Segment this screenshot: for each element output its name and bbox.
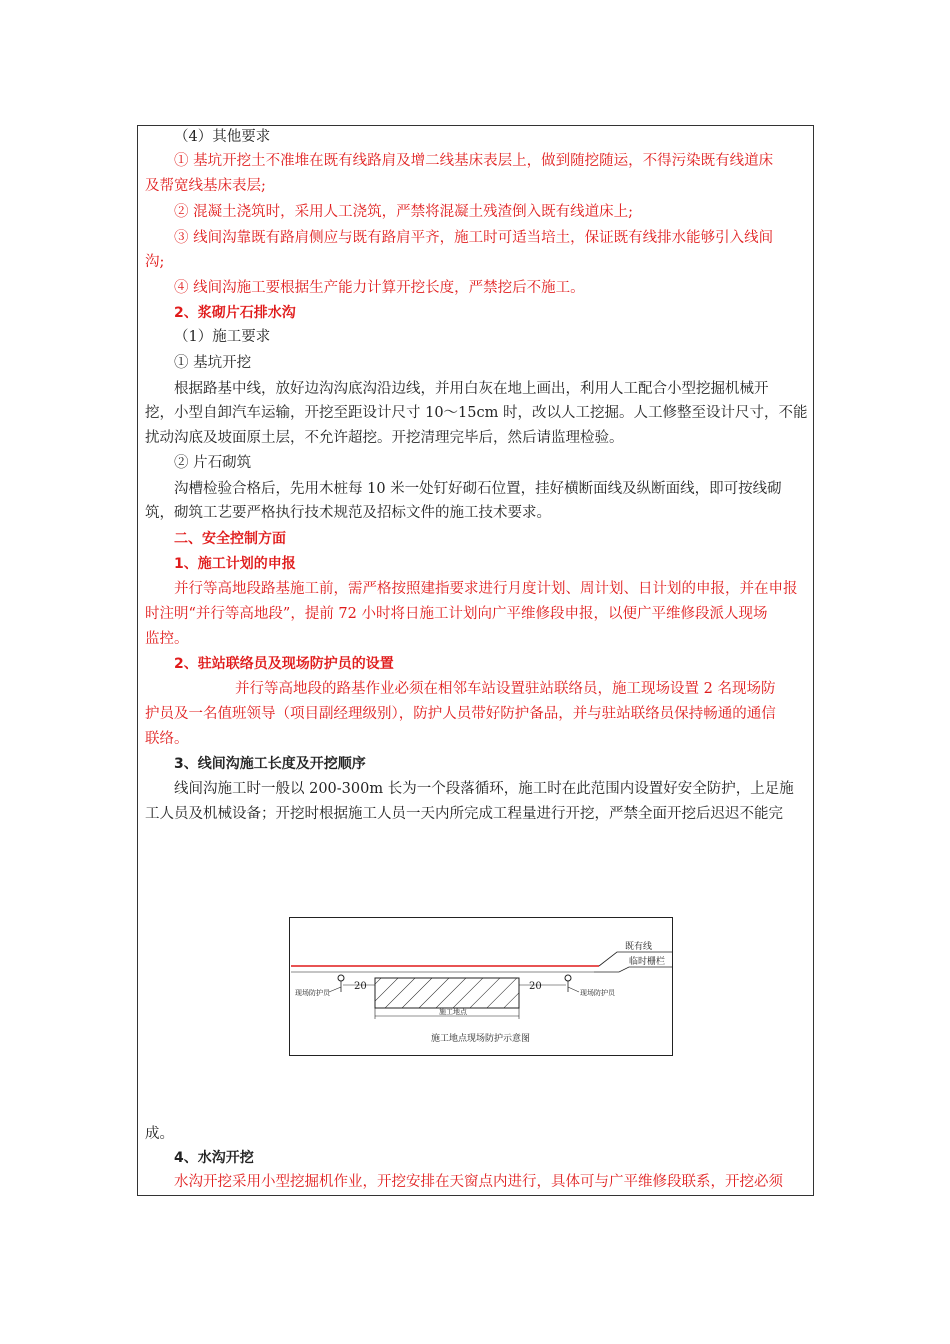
- work-area: [375, 978, 519, 1008]
- paragraph-line: ① 基坑开挖土不准堆在既有线路肩及增二线基床表层上，做到随挖随运，不得污染既有线道床: [174, 153, 774, 169]
- label-guard-left: 现场防护员: [295, 989, 330, 997]
- section-heading: 2、驻站联络员及现场防护员的设置: [174, 656, 394, 672]
- section-heading: 3、线间沟施工长度及开挖顺序: [174, 756, 366, 772]
- chapter-heading: 二、安全控制方面: [174, 531, 286, 547]
- paragraph-line: 根据路基中线，放好边沟沟底沟沿边线，并用白灰在地上画出，利用人工配合小型挖掘机械开: [174, 381, 769, 397]
- paragraph-line: 挖，小型自卸汽车运输，开挖至距设计尺寸 10～15cm 时，改以人工挖掘。人工修整至设计尺寸，不能: [145, 405, 808, 421]
- paragraph-line: 沟;: [145, 254, 165, 270]
- section-heading: 2、浆砌片石排水沟: [174, 305, 296, 321]
- paragraph-line: 联络。: [145, 731, 189, 747]
- label-fence: 临时栅栏: [629, 957, 666, 967]
- section-heading: 1、施工计划的申报: [174, 556, 296, 572]
- paragraph-line: 时注明“并行等高地段”，提前 72 小时将日施工计划向广平维修段申报，以便广平维修段派人现场: [145, 606, 768, 622]
- subsection-heading: （4）其他要求: [174, 129, 271, 145]
- paragraph-line: 沟槽检验合格后，先用木桩每 10 米一处钉好砌石位置，挂好横断面线及纵断面线，即可按线砌: [174, 481, 782, 497]
- subsection-heading: ② 片石砌筑: [174, 455, 252, 471]
- paragraph-line: 及帮宽线基床表层;: [145, 178, 266, 194]
- paragraph-line: 成。: [145, 1126, 174, 1142]
- paragraph-line: 护员及一名值班领导（项目副经理级别），防护人员带好防护备品，并与驻站联络员保持畅通的通信: [145, 706, 776, 722]
- label-site: 施工地点: [439, 1008, 467, 1016]
- paragraph-line: 并行等高地段的路基作业必须在相邻车站设置驻站联络员，施工现场设置 2 名现场防: [235, 681, 776, 697]
- diagram-caption: 施工地点现场防护示意图: [431, 1034, 531, 1044]
- subsection-heading: （1）施工要求: [174, 329, 271, 345]
- distance-right: 20: [529, 981, 542, 992]
- paragraph-line: ④ 线间沟施工要根据生产能力计算开挖长度，严禁挖后不施工。: [174, 280, 585, 296]
- paragraph-line: 监控。: [145, 631, 189, 647]
- section-heading: 4、水沟开挖: [174, 1150, 254, 1166]
- paragraph-line: ③ 线间沟靠既有路肩侧应与既有路肩平齐，施工时可适当培土，保证既有线排水能够引入线间: [174, 230, 774, 246]
- paragraph-line: ② 混凝土浇筑时，采用人工浇筑，严禁将混凝土残渣倒入既有线道床上;: [174, 204, 633, 220]
- label-existing: 既有线: [625, 942, 653, 952]
- paragraph-line: 扰动沟底及坡面原土层，不允许超挖。开挖清理完毕后，然后请监理检验。: [145, 430, 624, 446]
- paragraph-line: 水沟开挖采用小型挖掘机作业，开挖安排在天窗点内进行，具体可与广平维修段联系，开挖必须: [174, 1174, 783, 1190]
- paragraph-line: 工人员及机械设备；开挖时根据施工人员一天内所完成工程量进行开挖，严禁全面开挖后迟迟不能完: [145, 806, 783, 822]
- label-guard-right: 现场防护员: [580, 989, 615, 997]
- distance-left: 20: [354, 981, 367, 992]
- paragraph-line: 线间沟施工时一般以 200-300m 长为一个段落循环，施工时在此范围内设置好安全防护，上足施: [174, 781, 794, 797]
- paragraph-line: 筑，砌筑工艺要严格执行技术规范及招标文件的施工技术要求。: [145, 505, 551, 521]
- site-protection-diagram: [289, 917, 673, 1056]
- paragraph-line: 并行等高地段路基施工前，需严格按照建指要求进行月度计划、周计划、日计划的申报，并在申报: [174, 581, 798, 597]
- subsection-heading: ① 基坑开挖: [174, 355, 252, 371]
